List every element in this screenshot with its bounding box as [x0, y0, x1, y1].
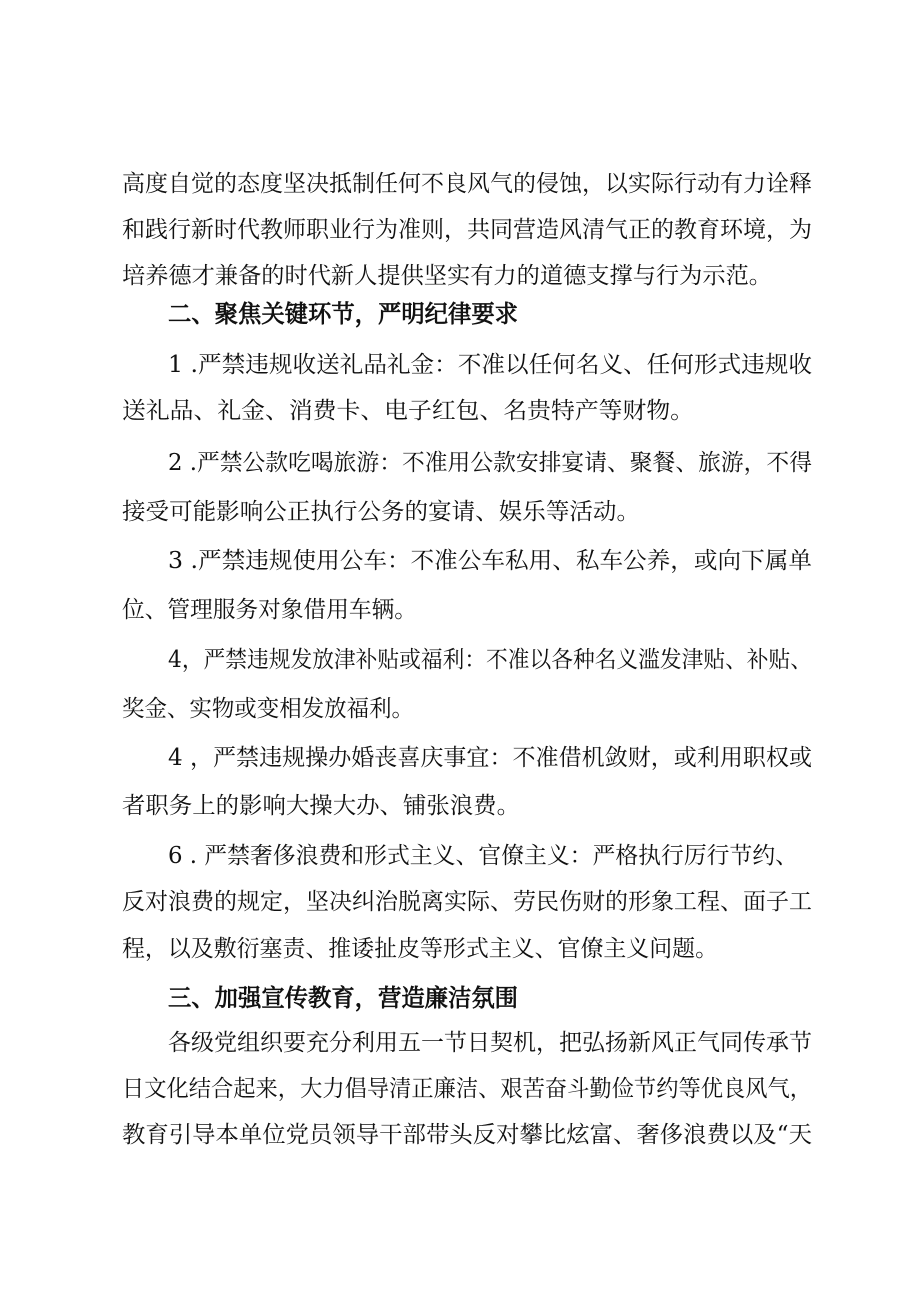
section-heading — [168, 291, 518, 337]
list-item-line — [168, 833, 798, 879]
line-text: 位、管理服务对象借用车辆。 — [122, 597, 417, 623]
line-text: 送礼品、礼金、消费卡、电子红包、名贵特产等财物。 — [122, 398, 694, 424]
paragraph-line — [122, 207, 812, 253]
paragraph-line — [122, 1066, 812, 1112]
line-text: 反对浪费的规定，坚决纠治脱离实际、劳民伤财的形象工程、面子工 — [122, 889, 812, 915]
line-text: 1 .严禁违规收送礼品礼金：不准以任何名义、任何形式违规收 — [168, 352, 812, 378]
list-item-line — [168, 342, 812, 388]
line-text: 接受可能影响公正执行公务的宴请、娱乐等活动。 — [122, 499, 640, 525]
line-text: 培养德才兼备的时代新人提供坚实有力的道德支撑与行为示范。 — [122, 263, 772, 289]
paragraph-line — [122, 686, 414, 732]
section-heading-text: 二、聚焦关键环节，严明纪律要求 — [168, 300, 518, 328]
line-text: 4，严禁违规发放津补贴或福利：不准以各种名义滥发津贴、补贴、 — [168, 647, 812, 673]
paragraph-line — [122, 388, 694, 434]
line-text: 者职务上的影响大操大办、铺张浪费。 — [122, 793, 520, 819]
line-text: 6 . 严禁奢侈浪费和形式主义、官僚主义：严格执行厉行节约、 — [168, 843, 798, 869]
line-text: 和践行新时代教师职业行为准则，共同营造风清气正的教育环境，为 — [122, 217, 812, 243]
line-text: 2 .严禁公款吃喝旅游：不准用公款安排宴请、聚餐、旅游，不得 — [168, 450, 812, 476]
line-text: 4 ，严禁违规操办婚丧喜庆事宜：不准借机敛财，或利用职权或 — [168, 745, 813, 771]
paragraph-line — [122, 161, 812, 207]
list-item-line — [168, 440, 812, 486]
line-text: 日文化结合起来，大力倡导清正廉洁、艰苦奋斗勤俭节约等优良风气， — [122, 1076, 812, 1102]
paragraph-line — [122, 926, 718, 972]
line-text: 各级党组织要充分利用五一节日契机，把弘扬新风正气同传承节 — [168, 1030, 812, 1056]
paragraph-line — [122, 489, 640, 535]
paragraph-line — [122, 1112, 812, 1158]
line-text: 奖金、实物或变相发放福利。 — [122, 696, 414, 722]
list-item-line — [168, 538, 812, 584]
line-text: 高度自觉的态度坚决抵制任何不良风气的侵蚀，以实际行动有力诠释 — [122, 171, 812, 197]
list-item-line — [168, 735, 812, 781]
list-item-line — [168, 637, 812, 683]
paragraph-line — [168, 1020, 812, 1066]
section-heading-text: 三、加强宣传教育，营造廉洁氛围 — [168, 984, 518, 1012]
paragraph-line — [122, 879, 812, 925]
section-heading — [168, 975, 518, 1021]
line-text: 教育引导本单位党员领导干部带头反对攀比炫富、奢侈浪费以及“天 — [122, 1122, 812, 1148]
line-text: 程，以及敷衍塞责、推诿扯皮等形式主义、官僚主义问题。 — [122, 936, 718, 962]
line-text: 3 .严禁违规使用公车：不准公车私用、私车公养，或向下属单 — [168, 548, 812, 574]
paragraph-line — [122, 783, 520, 829]
paragraph-line — [122, 587, 417, 633]
